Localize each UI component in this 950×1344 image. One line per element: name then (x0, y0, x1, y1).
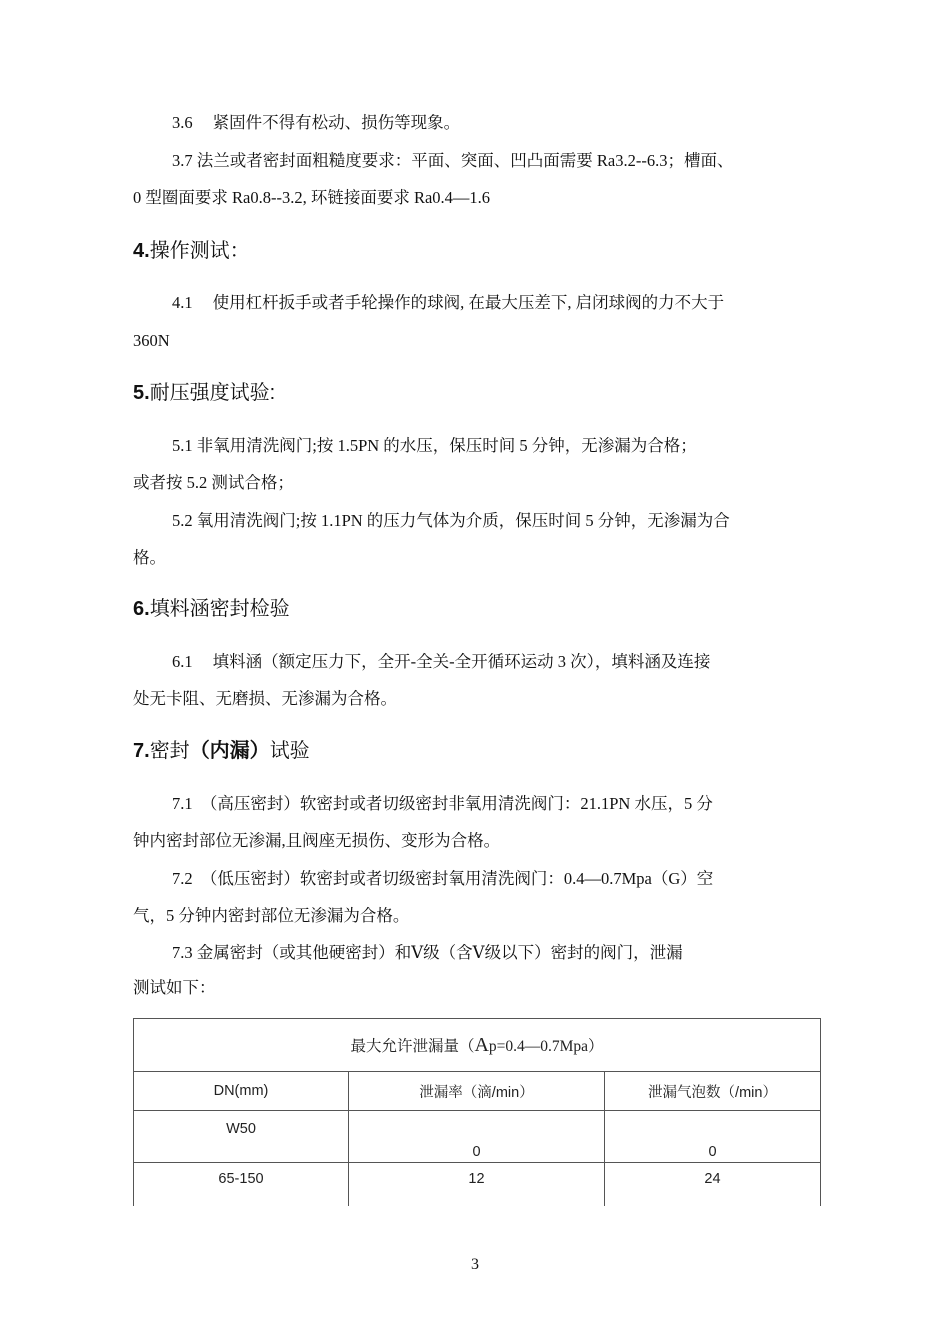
caption-symbol: A (474, 1033, 489, 1056)
heading-number: 7. (133, 740, 150, 762)
paragraph-5-2-line1: 5.2 氧用清洗阀门;按 1.1PN 的压力气体为介质，保压时间 5 分钟，无渗漏为合 (172, 511, 730, 530)
table-header-row (134, 1072, 821, 1111)
paragraph-5-2-line2: 格。 (133, 548, 166, 567)
paragraph-7-3-line2: 测试如下： (133, 978, 216, 997)
clause-number: 3.6 (172, 113, 193, 132)
paragraph-5-1-line1: 5.1 非氧用清洗阀门;按 1.5PN 的水压，保压时间 5 分钟，无渗漏为合格； (172, 436, 697, 455)
heading-title: 密封 (149, 740, 190, 762)
caption-range: p=0.4—0.7Mpa） (488, 1037, 604, 1055)
paragraph-3-7-line1: 3.7 法兰或者密封面粗糙度要求：平面、突面、凹凸面需要 Ra3.2--6.3；槽面、 (172, 151, 734, 170)
paragraph-5-1-line2: 或者按 5.2 测试合格； (133, 473, 294, 492)
heading-number: 4. (133, 240, 150, 262)
paragraph-6-1-line2: 处无卡阻、无磨损、无渗漏为合格。 (133, 689, 397, 708)
heading-number: 5. (133, 382, 150, 404)
clause-number: 6.1 (172, 652, 193, 671)
clause-text: 紧固件不得有松动、损伤等现象。 (212, 113, 461, 132)
heading-title: 填料涵密封检验 (149, 598, 290, 620)
paragraph-4-1-line2: 360N (133, 331, 170, 350)
paragraph-3-6 (172, 104, 862, 141)
table-cell: 0 (605, 1111, 821, 1163)
clause-number: 4.1 (172, 293, 193, 312)
heading-number: 6. (133, 598, 150, 620)
paragraph-6-1-line1 (172, 643, 862, 680)
leakage-table (133, 1018, 821, 1206)
column-header: 泄漏气泡数（/min） (605, 1072, 821, 1111)
caption-text: 最大允许泄漏量（ (350, 1037, 475, 1055)
heading-title-tail: 试验 (269, 740, 310, 762)
page-number: 3 (471, 1256, 479, 1273)
paragraph-7-2-line1: 7.2 （低压密封）软密封或者切级密封氧用清洗阀门：0.4—0.7Mpa（G）空 (172, 869, 714, 888)
table-cell: 0 (349, 1111, 605, 1163)
heading-title: 操作测试： (149, 240, 250, 262)
table-row (134, 1111, 821, 1163)
table-cell: 12 (349, 1163, 605, 1207)
clause-text: 填料涵（额定压力下，全开-全关-全开循环运动 3 次），填料涵及连接 (212, 652, 711, 671)
paragraph-4-1-line1 (172, 284, 862, 321)
table-cell: 24 (605, 1163, 821, 1207)
heading-section-7 (133, 736, 310, 766)
table-caption-row (134, 1019, 821, 1072)
heading-title-bold: （内漏） (189, 740, 270, 762)
paragraph-7-1-line1: 7.1 （高压密封）软密封或者切级密封非氧用清洗阀门：21.1PN 水压，5 分 (172, 794, 713, 813)
table-cell: 65-150 (134, 1163, 349, 1207)
clause-text: 使用杠杆扳手或者手轮操作的球阀, 在最大压差下, 启闭球阀的力不大于 (212, 293, 725, 312)
heading-section-5 (133, 378, 275, 408)
column-header: DN(mm) (134, 1072, 349, 1111)
column-header: 泄漏率（滴/min） (349, 1072, 605, 1111)
heading-section-6 (133, 594, 290, 624)
heading-section-4 (133, 236, 250, 266)
table-cell: W50 (134, 1111, 349, 1163)
table-row (134, 1163, 821, 1207)
paragraph-7-1-line2: 钟内密封部位无渗漏,且阀座无损伤、变形为合格。 (133, 831, 501, 850)
table-caption (134, 1019, 821, 1072)
paragraph-7-3-line1: 7.3 金属密封（或其他硬密封）和Ⅴ级（含Ⅴ级以下）密封的阀门，泄漏 (172, 943, 683, 962)
paragraph-3-7-line2: 0 型圈面要求 Ra0.8--3.2, 环链接面要求 Ra0.4—1.6 (133, 188, 491, 207)
heading-title: 耐压强度试验: (149, 382, 276, 404)
paragraph-7-2-line2: 气，5 分钟内密封部位无渗漏为合格。 (133, 906, 410, 925)
